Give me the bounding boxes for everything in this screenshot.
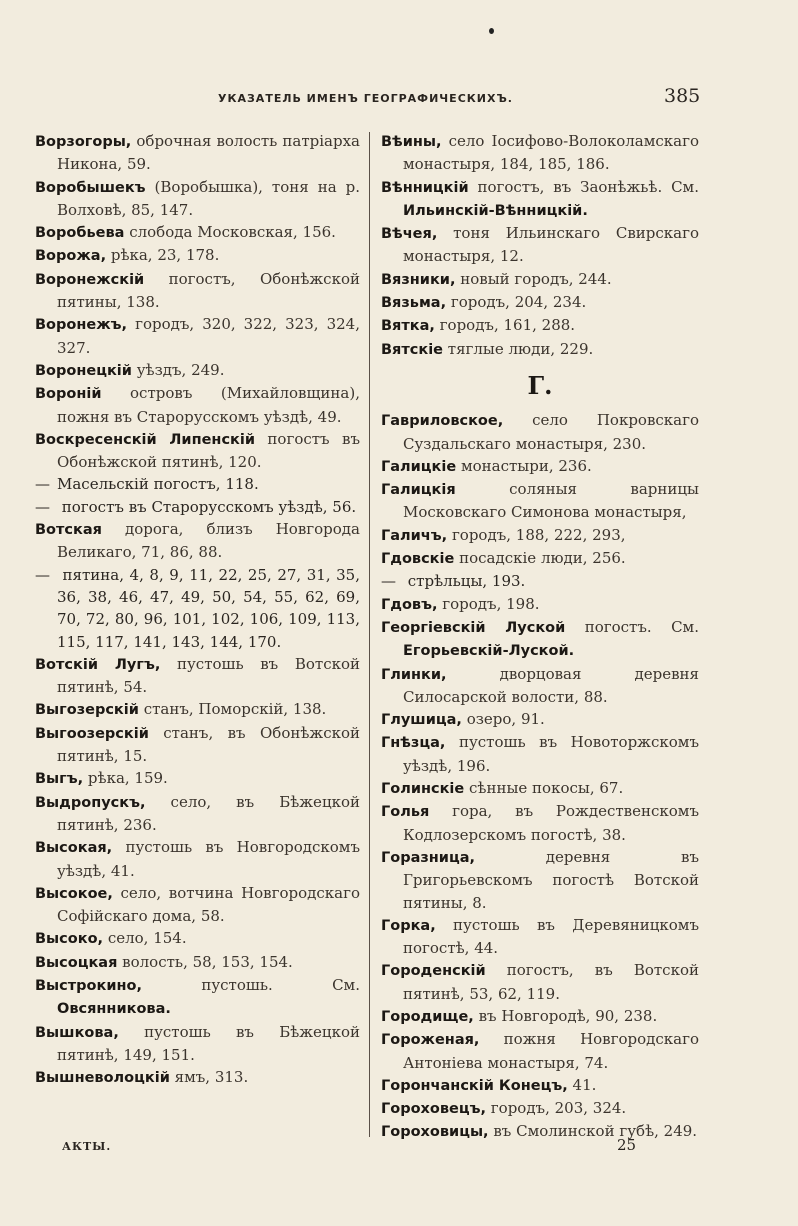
entry-headword: Гнѣзца, xyxy=(381,735,446,752)
entry-headword: Вѣнницкій xyxy=(381,179,469,196)
entry-headword: Горончанскій Конецъ, xyxy=(381,1077,568,1094)
entry-text: дворцовая деревня Силосарской волости, 88. xyxy=(403,664,699,706)
index-entry xyxy=(381,1005,699,1028)
ditto-dash: — xyxy=(381,572,396,591)
entry-headword: Воробьева xyxy=(35,225,125,242)
index-entry xyxy=(381,338,699,361)
index-entry xyxy=(381,478,699,524)
entry-headword: Масельскій xyxy=(57,475,149,494)
entry-text: уѣздъ, 249. xyxy=(131,360,225,379)
index-entry xyxy=(35,1066,360,1089)
entry-text: село, въ Бѣжецкой пятинѣ, 236. xyxy=(57,792,360,834)
entry-text: слобода Московская, 156. xyxy=(124,223,336,242)
entry-text: городъ, 203, 324. xyxy=(486,1099,627,1118)
entry-headword: Вѣины, xyxy=(381,134,442,150)
index-entry xyxy=(35,221,360,244)
entry-text: пустошь въ Новоторжскомъ уѣздѣ, 196. xyxy=(403,733,699,775)
entry-headword: Горазница, xyxy=(381,849,476,866)
entry-text: новый городъ, 244. xyxy=(455,269,612,288)
entry-headword: Горка, xyxy=(381,917,436,934)
entry-headword: Воронецкій xyxy=(35,362,132,379)
entry-headword: Высокая, xyxy=(35,840,113,857)
entry-headword: Ворожа, xyxy=(35,248,107,265)
entry-text: село, вотчина Новгородскаго Софійскаго дома, 58. xyxy=(57,883,360,926)
ink-dot xyxy=(489,28,494,34)
entry-text: село Іосифово-Волоколамскаго монастыря, 184, 185, 186. xyxy=(403,132,699,174)
index-entry xyxy=(381,176,699,223)
entry-headword: Городище, xyxy=(381,1008,474,1025)
entry-headword: Выгоозерскій xyxy=(35,725,149,742)
right-column-g-entries xyxy=(381,409,699,1144)
entry-text: село, 154. xyxy=(103,929,187,948)
entry-text: городъ, 161, 288. xyxy=(434,316,576,335)
entry-headword: Выгъ, xyxy=(35,771,84,788)
index-entry xyxy=(35,130,360,176)
entry-headword: Воробышекъ xyxy=(35,179,146,196)
index-entry xyxy=(381,524,699,547)
entry-headword: Гавриловское, xyxy=(381,413,504,430)
index-entry xyxy=(35,722,360,768)
entry-text: погостъ, въ Заонѣжьѣ. См. xyxy=(468,177,699,196)
column-divider xyxy=(369,132,370,1137)
entry-headword: Голья xyxy=(381,804,430,821)
entry-headword: Воскресенскій Липенскій xyxy=(35,431,256,448)
entry-headword: Глушица, xyxy=(381,712,462,729)
entry-text: волость, 58, 153, 154. xyxy=(117,952,293,971)
entry-headword: Галицкія xyxy=(381,482,456,499)
ditto-dash: — xyxy=(35,565,50,584)
entry-text: въ Новгородѣ, 90, 238. xyxy=(473,1006,658,1025)
entry-headword: Гдовскіе xyxy=(381,551,455,568)
entry-headword: Вѣчея, xyxy=(381,226,438,243)
index-entry xyxy=(35,1021,360,1067)
index-entry xyxy=(35,698,360,721)
index-entry xyxy=(381,570,699,592)
entry-headword: Ворзогоры, xyxy=(35,134,132,150)
entry-headword: Высоко, xyxy=(35,931,104,948)
entry-text: сѣнные покосы, 67. xyxy=(464,779,624,798)
entry-text: островъ (Михайловщина), пожня въ Старорусскомъ уѣздѣ, 49. xyxy=(57,384,360,426)
index-entry xyxy=(381,800,699,846)
entry-text: пустошь въ Новгородскомъ уѣздѣ, 41. xyxy=(57,838,360,880)
index-entry xyxy=(35,974,360,1021)
entry-text: погостъ, въ Вотской пятинѣ, 53, 62, 119. xyxy=(403,961,699,1003)
entry-text: погостъ въ Обонѣжской пятинѣ, 120. xyxy=(57,429,360,472)
entry-text: село Покровскаго Суздальскаго монастыря, 230. xyxy=(403,411,699,453)
ditto-dash: — xyxy=(35,497,50,516)
entry-headword: Вятскіе xyxy=(381,341,444,358)
entry-headword: Глинки, xyxy=(381,666,447,683)
cross-reference: Ильинскій-Вѣнницкій. xyxy=(403,202,588,219)
index-entry xyxy=(381,1120,699,1143)
entry-text: тяглые люди, 229. xyxy=(443,339,594,358)
entry-text: погостъ, Обонѣжской пятины, 138. xyxy=(57,269,360,312)
entry-headword: Городенскій xyxy=(381,963,486,980)
entry-headword: Выстрокино, xyxy=(35,977,142,994)
entry-text: погостъ въ Старорусскомъ уѣздѣ, 56. xyxy=(57,497,357,516)
entry-text: соляныя варницы Московскаго Симонова монастыря, xyxy=(403,480,699,522)
entry-text: рѣка, 159. xyxy=(83,769,168,788)
entry-text: городъ, 204, 234. xyxy=(446,293,587,312)
entry-text: ямъ, 313. xyxy=(169,1068,249,1087)
index-entry xyxy=(381,663,699,709)
entry-headword: Вышкова, xyxy=(35,1024,119,1041)
ditto-dash: — xyxy=(35,475,50,494)
entry-text: рѣка, 23, 178. xyxy=(106,246,220,265)
entry-text: тоня Ильинскаго Свирскаго монастыря, 12. xyxy=(403,224,699,266)
entry-headword: Голинскіе xyxy=(381,781,465,798)
cross-reference: Овсянникова. xyxy=(57,1001,171,1018)
entry-text: погостъ. См. xyxy=(565,617,699,636)
entry-text: станъ, Поморскій, 138. xyxy=(138,700,327,719)
index-entry xyxy=(381,914,699,960)
entry-headword: Гороховецъ, xyxy=(381,1101,487,1118)
entry-headword: Гдовъ, xyxy=(381,596,438,613)
index-entry xyxy=(35,496,360,518)
index-entry xyxy=(381,846,699,914)
cross-reference: Егорьевскій-Луской. xyxy=(403,643,575,660)
index-entry xyxy=(381,731,699,777)
page-number: 385 xyxy=(664,85,701,107)
entry-text: озеро, 91. xyxy=(461,710,545,729)
index-entry xyxy=(35,428,360,474)
entry-headword: Выдропускъ, xyxy=(35,794,146,811)
index-entry xyxy=(381,268,699,291)
entry-text: пятина, 4, 8, 9, 11, 22, 25, 27, 31, 35, 36, 38, 46, 47, 49, 50, 54, 55, 62, 69, 70, 72, 80, 96, 101, 102, 106, 109, 113, 115, 117, 141, 143, 144, 170. xyxy=(57,565,360,651)
entry-text: оброчная волость патріарха Никона, 59. xyxy=(57,132,360,174)
index-entry xyxy=(35,653,360,699)
index-entry xyxy=(381,455,699,478)
entry-headword: Выгозерскій xyxy=(35,702,139,719)
index-entry xyxy=(381,409,699,455)
index-entry xyxy=(381,593,699,616)
entry-headword: Воронежъ, xyxy=(35,317,128,334)
index-entry xyxy=(35,836,360,882)
index-entry xyxy=(35,791,360,837)
entry-headword: Вотская xyxy=(35,522,102,539)
index-entry xyxy=(381,314,699,337)
entry-headword: Георгіевскій Луской xyxy=(381,619,566,636)
entry-headword: Высоцкая xyxy=(35,954,118,971)
entry-headword: Гороховицы, xyxy=(381,1124,489,1141)
entry-text: городъ, 320, 322, 323, 324, 327. xyxy=(57,315,360,357)
entry-text: городъ, 188, 222, 293, xyxy=(447,525,626,544)
entry-headword: Вязьма, xyxy=(381,295,447,312)
entry-headword: Высокое, xyxy=(35,885,113,902)
entry-headword: Вязники, xyxy=(381,271,456,288)
index-entry xyxy=(381,616,699,663)
entry-headword: Галичъ, xyxy=(381,527,448,544)
signature-mark: АКТЫ. xyxy=(62,1140,112,1153)
entry-text: гора, въ Рождественскомъ Кодлозерскомъ погостѣ, 38. xyxy=(403,802,699,844)
entry-headword: Вятка, xyxy=(381,318,435,335)
entry-headword: Гороженая, xyxy=(381,1032,480,1049)
entry-text: стрѣльцы, 193. xyxy=(403,572,526,591)
entry-text: дорога, близъ Новгорода Великаго, 71, 86, 88. xyxy=(57,520,360,562)
right-column xyxy=(381,130,699,1144)
index-entry xyxy=(35,564,360,653)
index-entry xyxy=(35,313,360,359)
entry-text: станъ, въ Обонѣжской пятинѣ, 15. xyxy=(57,723,360,766)
index-entry xyxy=(381,547,699,570)
index-entry xyxy=(381,708,699,731)
running-head: УКАЗАТЕЛЬ ИМЕНЪ ГЕОГРАФИЧЕСКИХЪ. xyxy=(218,92,513,105)
index-entry xyxy=(381,1097,699,1120)
index-entry xyxy=(35,359,360,382)
section-letter: Г. xyxy=(527,370,553,400)
index-entry xyxy=(381,291,699,314)
entry-text: 41. xyxy=(567,1075,597,1094)
entry-text: пустошь въ Вотской пятинѣ, 54. xyxy=(57,654,360,697)
index-entry xyxy=(35,473,360,495)
index-entry xyxy=(35,767,360,790)
entry-text: (Воробышка), тоня на р. Волховѣ, 85, 147. xyxy=(57,177,360,219)
entry-headword: Вороній xyxy=(35,386,102,403)
entry-headword: Галицкіе xyxy=(381,458,457,475)
entry-text: въ Смолинской губѣ, 249. xyxy=(488,1122,698,1141)
left-column xyxy=(35,130,360,1089)
entry-headword: Вышневолоцкій xyxy=(35,1070,170,1087)
index-entry xyxy=(35,244,360,267)
index-entry xyxy=(35,176,360,222)
entry-text: посадскіе люди, 256. xyxy=(454,549,626,568)
entry-headword: Вотскій Лугъ, xyxy=(35,656,161,673)
entry-text: пустошь въ Бѣжецкой пятинѣ, 149, 151. xyxy=(57,1022,360,1064)
index-entry xyxy=(381,222,699,268)
index-entry xyxy=(381,959,699,1005)
right-column-v-entries xyxy=(381,130,699,361)
index-entry xyxy=(381,130,699,176)
index-entry xyxy=(35,518,360,564)
index-entry xyxy=(381,1028,699,1074)
entry-text: пустошь. См. xyxy=(142,975,360,994)
index-entry xyxy=(35,268,360,314)
entry-text: погостъ, 118. xyxy=(148,475,259,494)
page-header xyxy=(0,85,798,112)
entry-text: пустошь въ Деревяницкомъ погостѣ, 44. xyxy=(403,915,699,958)
index-entry xyxy=(35,927,360,950)
index-entry xyxy=(381,777,699,800)
index-entry xyxy=(381,1074,699,1097)
index-entry xyxy=(35,882,360,928)
entry-headword: Воронежскій xyxy=(35,271,145,288)
entry-text: городъ, 198. xyxy=(437,594,540,613)
entry-text: пожня Новгородскаго Антоніева монастыря, 74. xyxy=(403,1030,699,1072)
index-entry xyxy=(35,951,360,974)
sheet-number: 25 xyxy=(617,1136,637,1154)
entry-text: монастыри, 236. xyxy=(456,456,592,475)
entry-text: деревня въ Григорьевскомъ погостѣ Вотской пятины, 8. xyxy=(403,847,699,912)
index-entry xyxy=(35,382,360,428)
